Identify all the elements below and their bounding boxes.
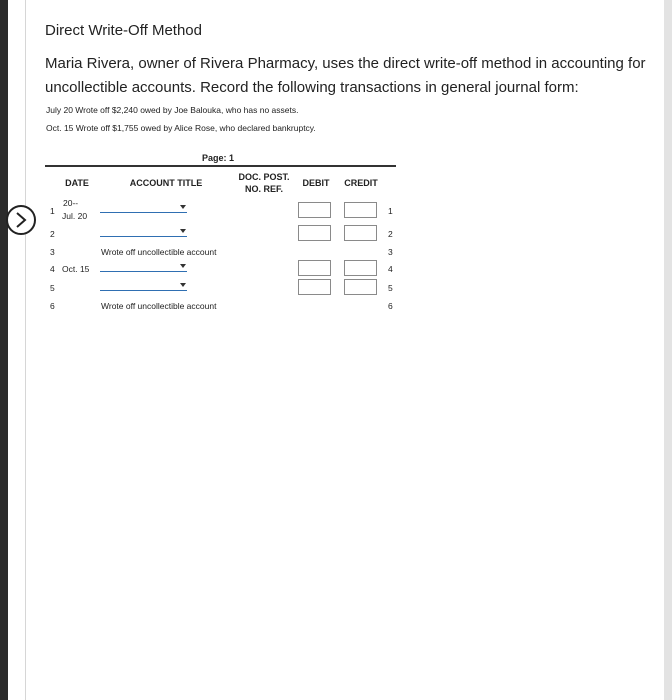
transaction-line-2: Oct. 15 Wrote off $1,755 owed by Alice Rose, who declared bankruptcy.	[46, 123, 316, 133]
row-5-account-dropdown[interactable]	[100, 281, 187, 291]
header-credit: CREDIT	[344, 178, 378, 188]
journal-header-rule	[45, 165, 396, 167]
header-doc-post-line1: DOC. POST.	[238, 172, 290, 182]
header-debit: DEBIT	[302, 178, 330, 188]
chevron-down-icon	[180, 264, 186, 268]
row-4-credit-input[interactable]	[344, 260, 377, 276]
row-1-account-dropdown[interactable]	[100, 203, 187, 213]
chevron-right-icon	[14, 212, 28, 228]
row-1-year: 20--	[63, 198, 79, 208]
header-account-title: ACCOUNT TITLE	[129, 178, 203, 188]
chevron-down-icon	[180, 205, 186, 209]
row-1-debit-input[interactable]	[298, 202, 331, 218]
row-5-credit-input[interactable]	[344, 279, 377, 295]
row-4-date: Oct. 15	[62, 264, 90, 274]
row-number-6: 6	[50, 301, 55, 311]
row-6-description: Wrote off uncollectible account	[101, 301, 217, 311]
header-doc-post-line2: NO. REF.	[244, 184, 283, 194]
row-number-2: 2	[50, 229, 55, 239]
row-2-account-dropdown[interactable]	[100, 227, 187, 237]
row-2-credit-input[interactable]	[344, 225, 377, 241]
chevron-down-icon	[180, 283, 186, 287]
next-arrow-button[interactable]	[6, 205, 36, 235]
transaction-line-1: July 20 Wrote off $2,240 owed by Joe Balouka, who has no assets.	[46, 105, 299, 115]
row-1-date: Jul. 20	[62, 211, 88, 221]
row-4-account-dropdown[interactable]	[100, 262, 187, 272]
row-1-credit-input[interactable]	[344, 202, 377, 218]
chevron-down-icon	[180, 229, 186, 233]
right-scrollbar-track[interactable]	[664, 0, 672, 700]
row-right-number-1: 1	[388, 206, 393, 216]
header-date: DATE	[65, 178, 89, 188]
journal-page-label: Page: 1	[202, 153, 235, 163]
row-number-5: 5	[50, 283, 55, 293]
row-5-debit-input[interactable]	[298, 279, 331, 295]
problem-intro: Maria Rivera, owner of Rivera Pharmacy, uses the direct write-off method in accounting for uncollectible accounts. Record the following transactions in general journal form:	[45, 55, 646, 96]
header-doc-post	[233, 171, 295, 195]
row-number-3: 3	[50, 247, 55, 257]
page-title: Direct Write-Off Method	[45, 22, 202, 39]
row-2-debit-input[interactable]	[298, 225, 331, 241]
row-number-4: 4	[50, 264, 55, 274]
row-number-1: 1	[50, 206, 55, 216]
row-right-number-2: 2	[388, 229, 393, 239]
row-4-debit-input[interactable]	[298, 260, 331, 276]
left-frame-bar	[0, 0, 8, 700]
row-right-number-6: 6	[388, 301, 393, 311]
content-divider	[25, 0, 26, 700]
row-right-number-3: 3	[388, 247, 393, 257]
row-3-description: Wrote off uncollectible account	[101, 247, 217, 257]
row-right-number-5: 5	[388, 283, 393, 293]
row-right-number-4: 4	[388, 264, 393, 274]
